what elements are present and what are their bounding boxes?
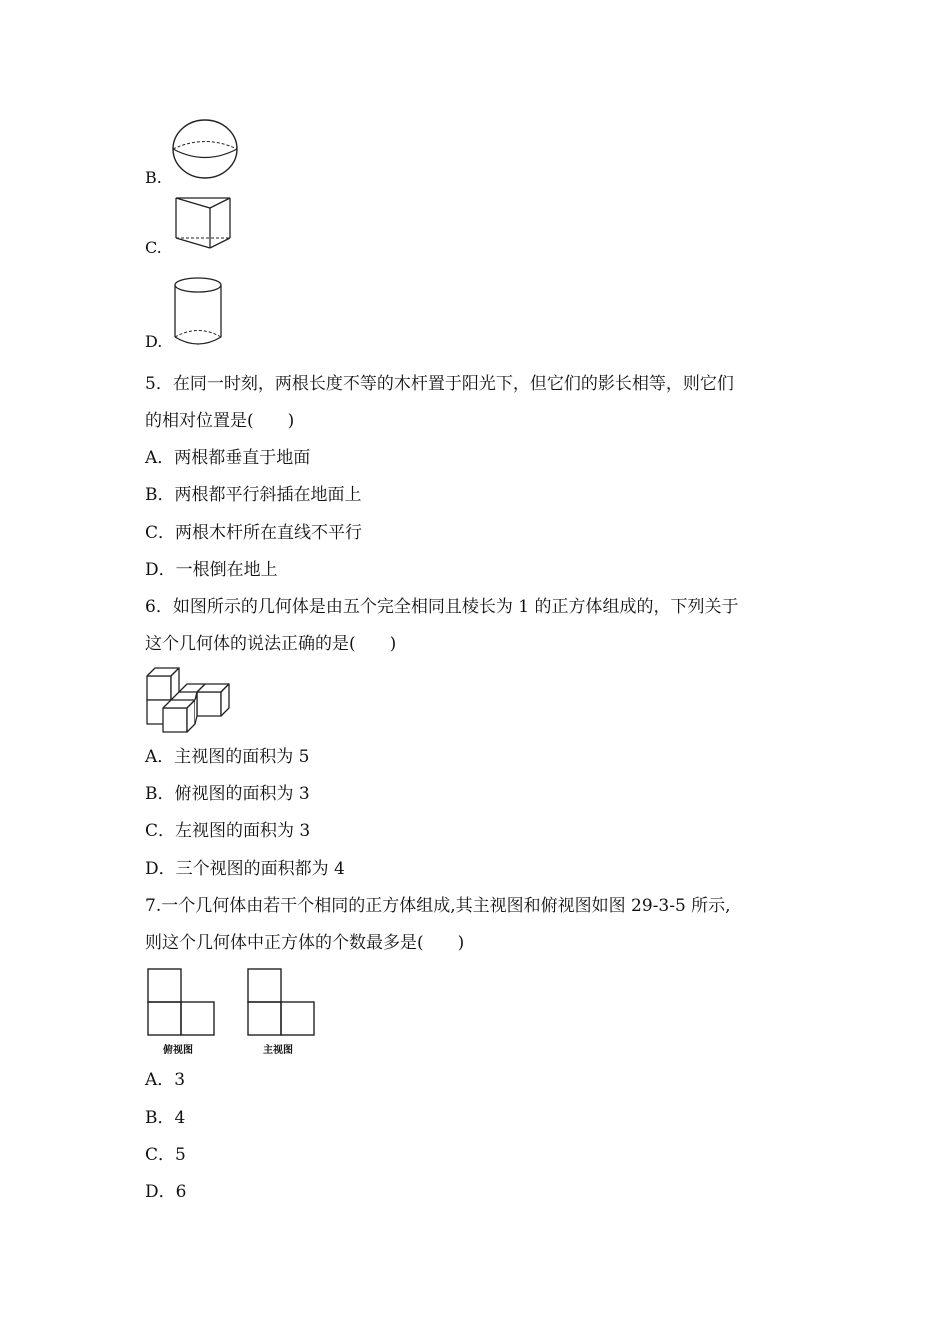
q7-stem-line2: 则这个几何体中正方体的个数最多是( ) [145, 933, 465, 953]
q6-stem-line2: 这个几何体的说法正确的是( ) [145, 634, 397, 654]
q7-option-c: C．5 [145, 1145, 186, 1165]
q5-option-a: A．两根都垂直于地面 [145, 448, 311, 468]
q7-front-view-figure [247, 968, 317, 1038]
q6-option-b: B．俯视图的面积为 3 [145, 784, 310, 804]
sphere-icon [170, 118, 240, 180]
option-c-label: C. [145, 238, 162, 257]
q7-option-b: B．4 [145, 1108, 186, 1128]
q6-option-d: D．三个视图的面积都为 4 [145, 859, 345, 879]
q7-stem-line1: 7.一个几何体由若干个相同的正方体组成,其主视图和俯视图如图 29-3-5 所示, [145, 896, 731, 916]
q5-option-d: D．一根倒在地上 [145, 560, 278, 580]
q5-option-b: B．两根都平行斜插在地面上 [145, 485, 362, 505]
q6-option-a: A．主视图的面积为 5 [145, 747, 310, 767]
q6-option-c: C．左视图的面积为 3 [145, 821, 311, 841]
option-d-label: D. [145, 332, 163, 351]
q6-cubes-figure [145, 664, 235, 734]
q7-front-view-caption: 主视图 [263, 1045, 293, 1056]
q5-stem-line1: 5．在同一时刻，两根长度不等的木杆置于阳光下，但它们的影长相等，则它们 [145, 374, 734, 394]
q7-top-view-caption: 俯视图 [163, 1045, 193, 1056]
q7-option-d: D．6 [145, 1182, 187, 1202]
q7-option-a: A．3 [145, 1070, 186, 1090]
q5-option-c: C．两根木杆所在直线不平行 [145, 523, 363, 543]
q5-stem-line2: 的相对位置是( ) [145, 411, 295, 431]
prism-icon [172, 194, 234, 250]
option-b-label: B. [145, 168, 162, 187]
cylinder-icon [172, 276, 224, 348]
q6-stem-line1: 6．如图所示的几何体是由五个完全相同且棱长为 1 的正方体组成的，下列关于 [145, 597, 739, 617]
q7-top-view-figure [147, 968, 217, 1038]
